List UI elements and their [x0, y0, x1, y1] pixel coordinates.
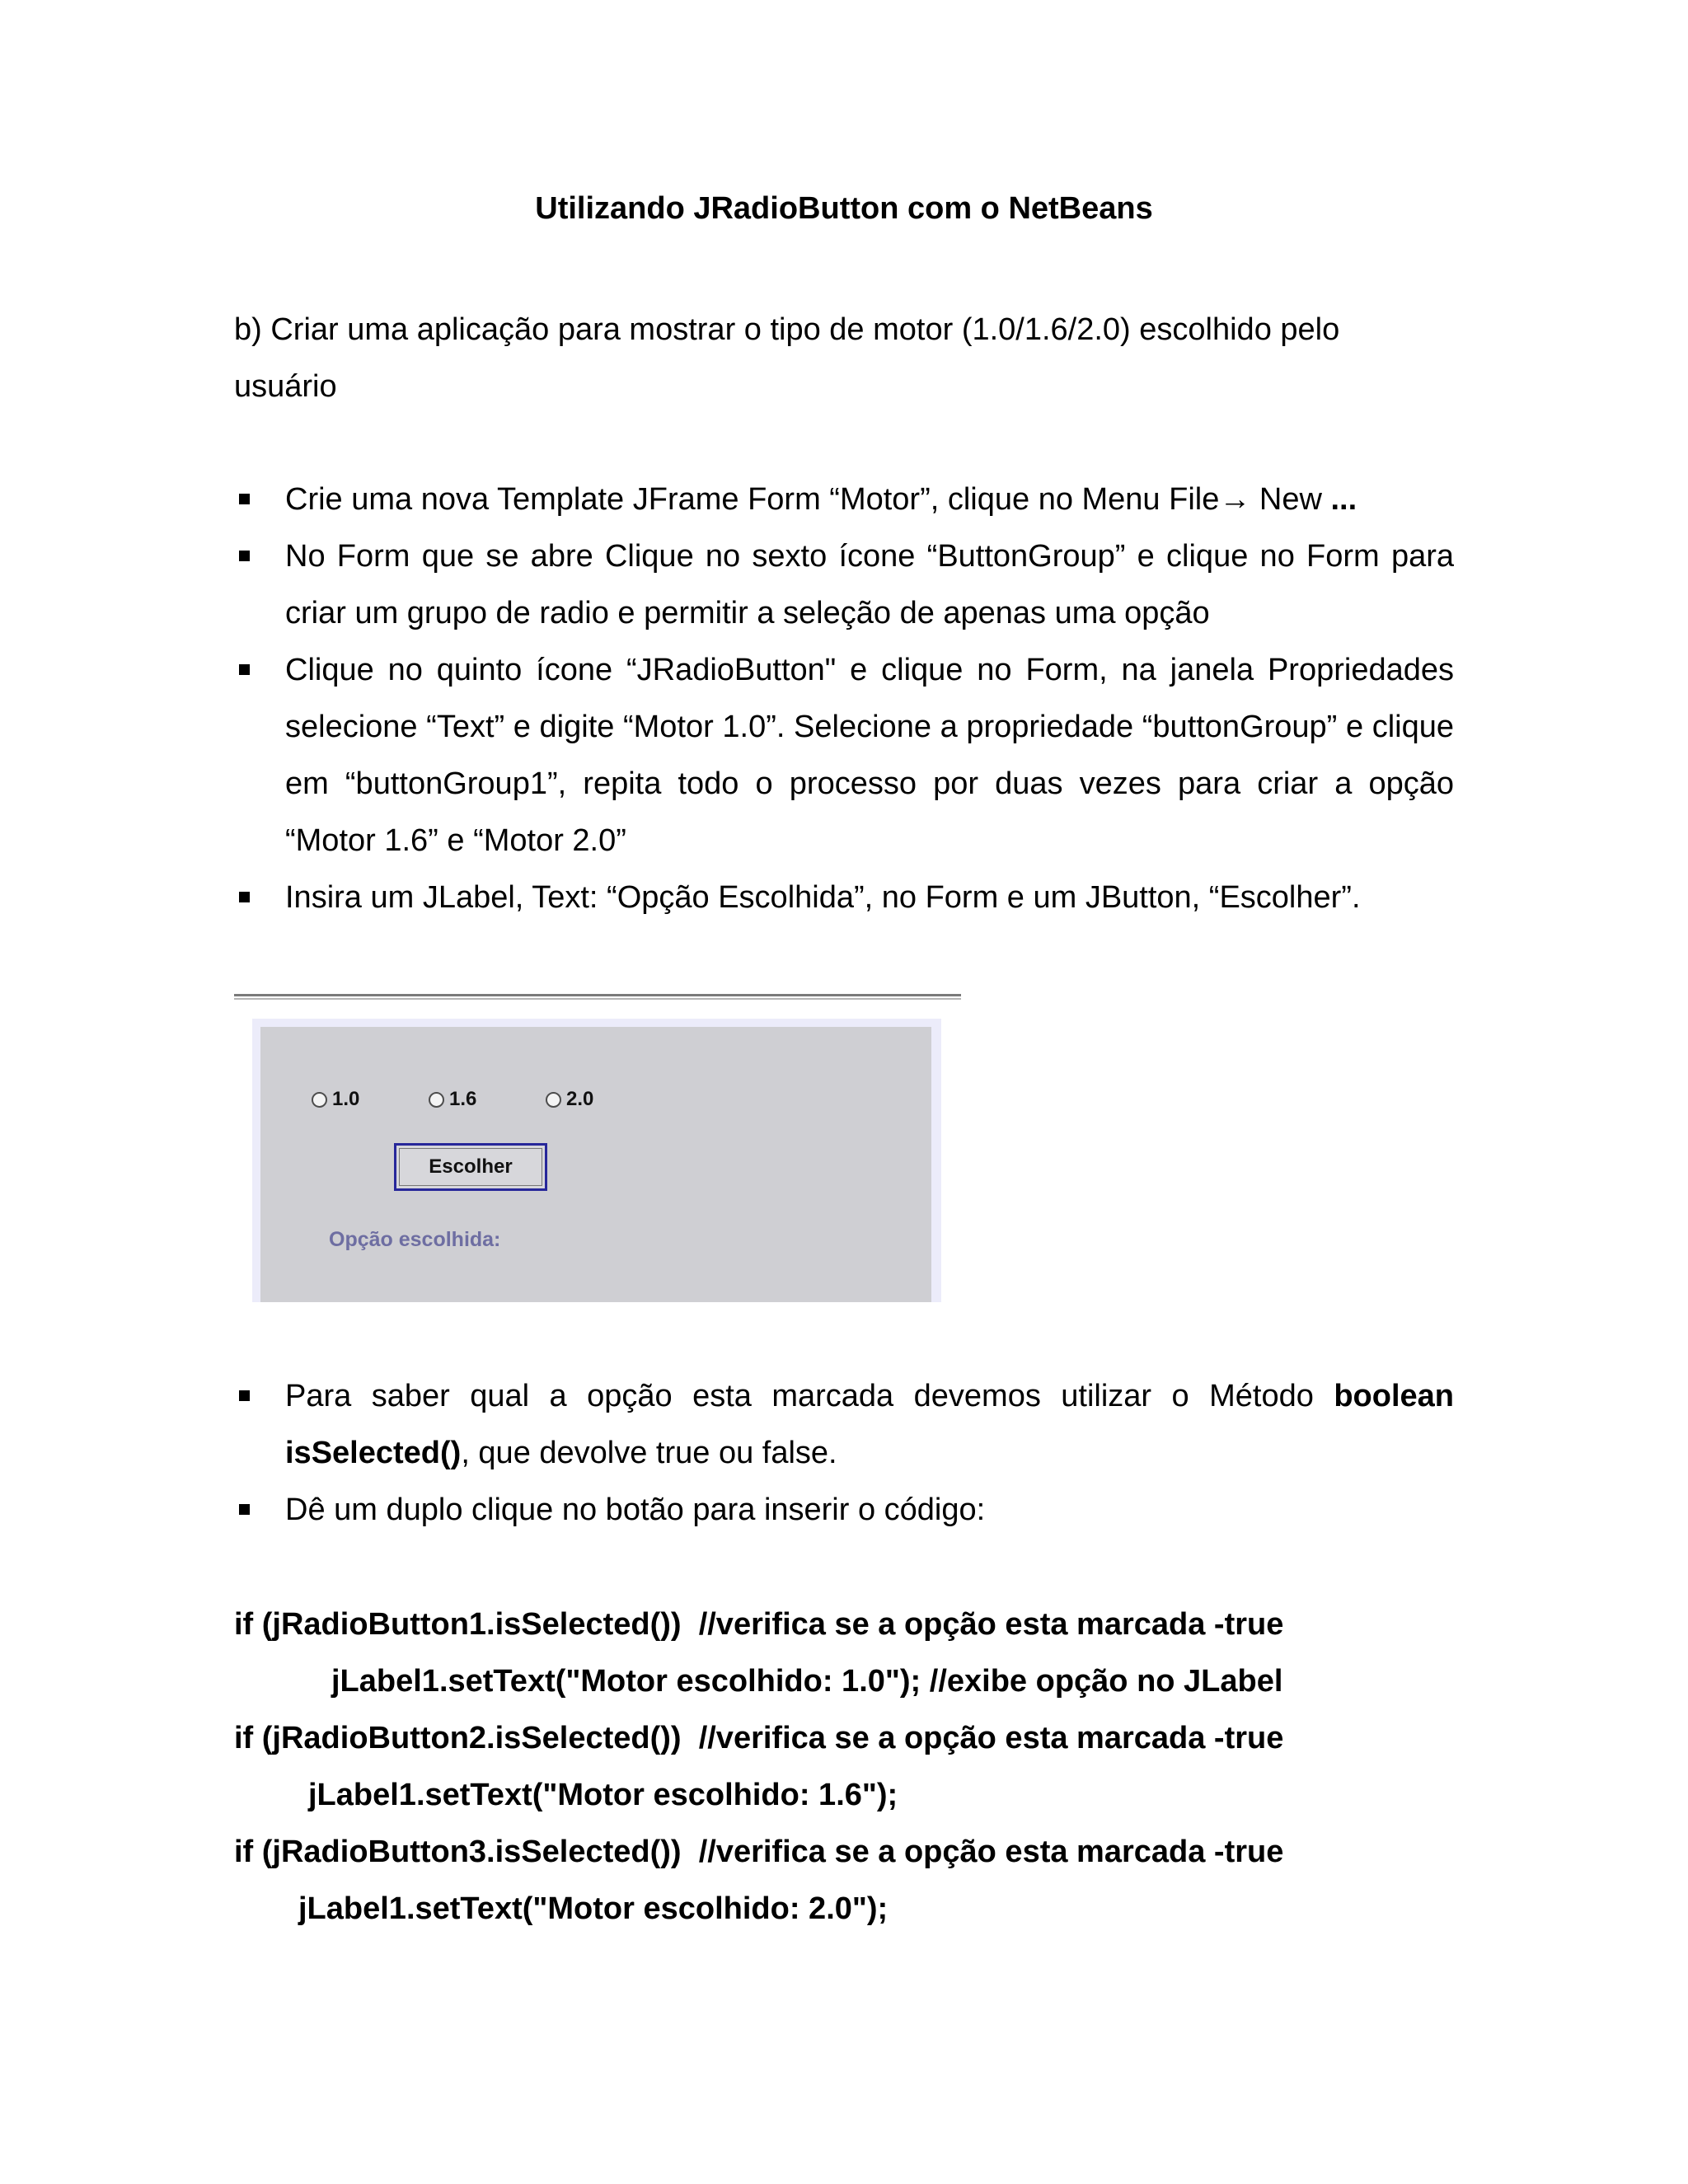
intro-line-1: b) Criar uma aplicação para mostrar o tipo de motor (1.0/1.6/2.0) escolhido pelo — [234, 312, 1340, 347]
step-3-text: Clique no quinto ícone “JRadioButton" e clique no Form, na janela Propriedades selecione “Text” e digite “Motor 1.0”. Selecione a propriedade “buttonGroup” e clique em “buttonGroup1”, repita todo o processo por duas vezes para criar a opção “Motor 1.6” e “Motor 2.0” — [285, 653, 1454, 858]
code-line-5: if (jRadioButton3.isSelected()) //verifica se a opção esta marcada -true — [234, 1835, 1284, 1869]
intro-line-2: usuário — [234, 369, 337, 404]
radio-circle-icon — [546, 1092, 561, 1108]
step-1-ellipsis: ... — [1330, 482, 1357, 517]
bullet-icon — [239, 551, 250, 561]
step-5-method: boolean isSelected() — [285, 1379, 1454, 1470]
step-6-text: Dê um duplo clique no botão para inserir o código: — [285, 1493, 986, 1527]
step-5-text-pre: Para saber qual a opção esta marcada devemos utilizar o Método — [285, 1379, 1334, 1413]
list-item — [234, 1368, 1454, 1482]
instruction-list — [234, 471, 1454, 926]
intro-paragraph — [234, 302, 1454, 415]
bullet-icon — [239, 1390, 250, 1401]
list-item — [234, 528, 1454, 642]
bullet-icon — [239, 1504, 250, 1515]
radio-motor-1-0[interactable] — [312, 1086, 359, 1113]
list-item — [234, 1482, 1454, 1539]
bullet-icon — [239, 494, 250, 504]
option-chosen-label: Opção escolhida: — [329, 1228, 501, 1251]
radio-circle-icon — [312, 1092, 327, 1108]
list-item — [234, 642, 1454, 869]
bullet-icon — [239, 664, 250, 675]
list-item — [234, 869, 1454, 926]
separator-line-shadow — [234, 998, 961, 1000]
code-line-6: jLabel1.setText("Motor escolhido: 2.0"); — [298, 1891, 889, 1926]
step-5-text-post: , que devolve true ou false. — [461, 1436, 837, 1470]
radio-circle-icon — [429, 1092, 444, 1108]
step-2-text: No Form que se abre Clique no sexto ícone “ButtonGroup” e clique no Form para criar um grupo de radio e permitir a seleção de apenas uma opção — [285, 539, 1454, 630]
step-4-text: Insira um JLabel, Text: “Opção Escolhida”, no Form e um JButton, “Escolher”. — [285, 880, 1361, 915]
radio-motor-1-6[interactable] — [429, 1086, 476, 1113]
radio-label: 1.6 — [449, 1088, 477, 1110]
code-line-1: if (jRadioButton1.isSelected()) //verifica se a opção esta marcada -true — [234, 1607, 1284, 1642]
list-item — [234, 471, 1454, 528]
bullet-icon — [239, 892, 250, 902]
code-line-3: if (jRadioButton2.isSelected()) //verifica se a opção esta marcada -true — [234, 1721, 1284, 1755]
escolher-button-label: Escolher — [429, 1155, 513, 1178]
instruction-list-2 — [234, 1368, 1454, 1539]
radio-label: 1.0 — [332, 1088, 360, 1110]
page-title: Utilizando JRadioButton com o NetBeans — [535, 191, 1153, 226]
separator-line — [234, 994, 961, 996]
radio-label: 2.0 — [566, 1088, 594, 1110]
radio-motor-2-0[interactable] — [546, 1086, 593, 1113]
step-1-text: Crie uma nova Template JFrame Form “Motor”, clique no Menu File — [285, 482, 1220, 517]
form-screenshot — [260, 1027, 931, 1302]
step-1-text-after: New — [1250, 482, 1331, 517]
escolher-button[interactable] — [394, 1143, 547, 1191]
arrow-right-icon: → — [1219, 482, 1251, 517]
code-line-2: jLabel1.setText("Motor escolhido: 1.0"); //exibe opção no JLabel — [331, 1664, 1283, 1699]
code-line-4: jLabel1.setText("Motor escolhido: 1.6"); — [308, 1778, 898, 1812]
